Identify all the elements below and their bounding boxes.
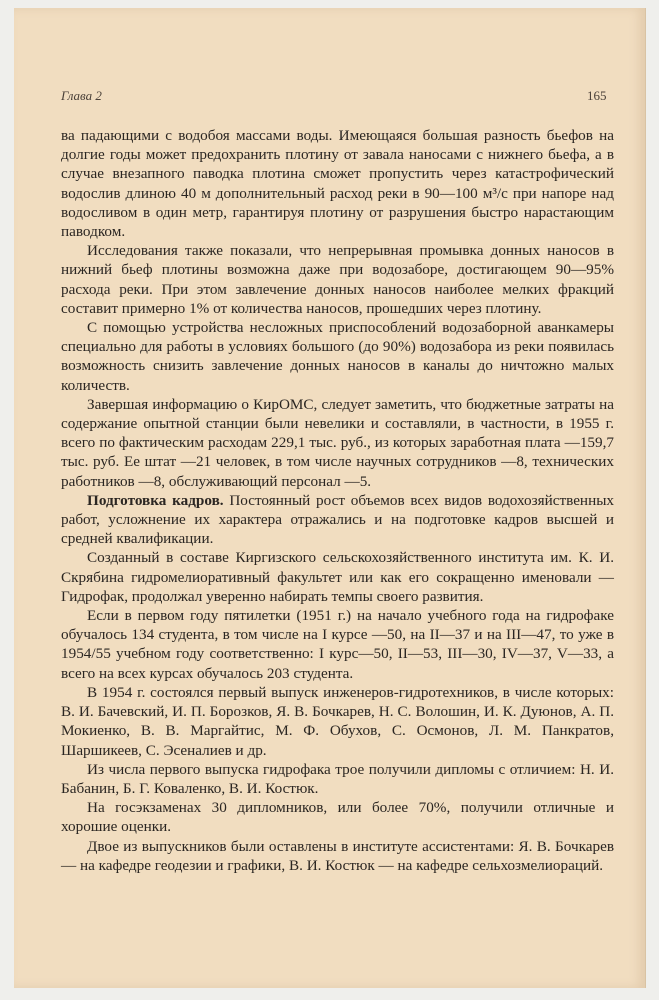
paragraph-11: Двое из выпускников были оставлены в институте ассистентами: Я. В. Бочкарев — на кафедре геодезии и графики, В. И. Костюк — на кафедре сельхозмелиораций. (61, 837, 614, 874)
paragraph-5 (61, 491, 614, 549)
page-body (61, 126, 614, 875)
paragraph-10: На госэкзаменах 30 дипломников, или более 70%, получили отличные и хорошие оценки. (61, 799, 614, 836)
running-head-chapter: Глава 2 (61, 88, 102, 103)
paragraph-3: С помощью устройства несложных приспособлений водозаборной аванкамеры специально для работы в условиях большого (до 90%) водозабора из реки появилась возможность снизить завлечение донных наносов в каналы до ничтожно малых количеств. (61, 319, 614, 394)
paragraph-1: ва падающими с водобоя массами воды. Имеющаяся большая разность бьефов на долгие годы может предохранить плотину от завала наносами с нижнего бьефа, а в случае внезапного паводка плотина сможет пропустить через катастрофический водослив длиною 40 м дополнительный расход реки в 90—100 м³/с при напоре над водосливом в один метр, гарантируя плотину от разрушения быстро нарастающим паводком. (61, 127, 614, 241)
paragraph-4: Завершая информацию о КирОМС, следует заметить, что бюджетные затраты на содержание опытной станции были невелики и составляли, в частности, в 1955 г. всего по фактическим расходам 229,1 тыс. руб., из которых заработная плата —159,7 тыс. руб. Ее штат —21 человек, в том числе научных сотрудников —8, технических работников —8, обслуживающий персонал —5. (61, 395, 614, 490)
page-number: 165 (587, 88, 607, 103)
paragraph-5-text: Постоянный рост объемов всех видов водохозяйственных работ, усложнение их характера отражались и на подготовке кадров высшей и средней квалификации. (61, 491, 614, 548)
paragraph-6: Созданный в составе Киргизского сельскохозяйственного института им. К. И. Скрябина гидромелиоративный факультет или как его сокращенно именовали — Гидрофак, продолжал уверенно набирать темпы своего развития. (61, 549, 614, 605)
paragraph-2: Исследования также показали, что непрерывная промывка донных наносов в нижний бьеф плотины возможна даже при водозаборе, достигающем 90—95% расхода реки. При этом завлечение донных наносов наиболее мелких фракций составит примерно 1% от количества наносов, прошедших через плотину. (61, 242, 614, 317)
section-heading: Подготовка кадров. (87, 491, 224, 509)
paragraph-9: Из числа первого выпуска гидрофака трое получили дипломы с отличием: Н. И. Бабанин, Б. Г. Коваленко, В. И. Костюк. (61, 760, 614, 797)
book-page (14, 8, 646, 988)
paragraph-7: Если в первом году пятилетки (1951 г.) на начало учебного года на гидрофаке обучалось 134 студента, в том числе на I курсе —50, на II—37 и на III—47, то уже в 1954/55 учебном году соответственно: I курс—50, II—53, III—30, IV—37, V—33, а всего на всех курсах обучалось 203 студента. (61, 607, 614, 682)
paragraph-8: В 1954 г. состоялся первый выпуск инженеров-гидротехников, в числе которых: В. И. Бачевский, И. П. Борозков, Я. В. Бочкарев, Н. С. Волошин, И. К. Дуюнов, А. П. Мокиенко, В. В. Маргайтис, М. Ф. Обухов, С. Осмонов, Л. М. Панкратов, Шаршикеев, С. Эсеналиев и др. (61, 683, 614, 759)
